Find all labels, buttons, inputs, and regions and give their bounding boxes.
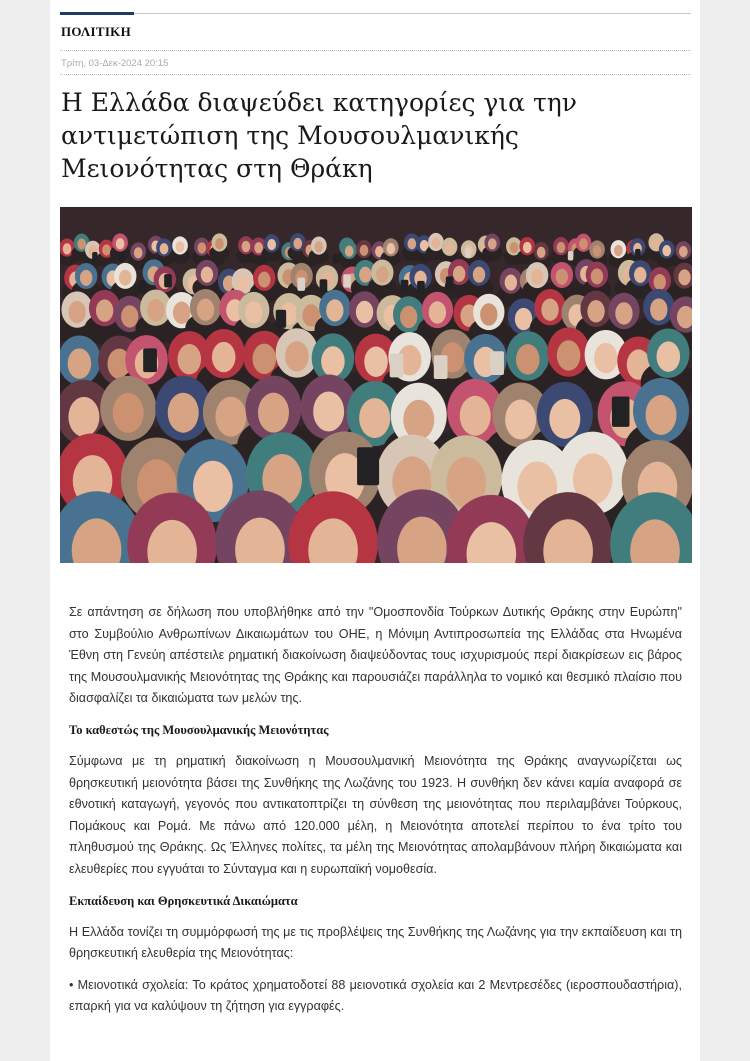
list-item: • Μειονοτικά σχολεία: Το κράτος χρηματοδοτεί 88 μειονοτικά σχολεία και 2 Μεντρεσέδες (ιεροσπουδαστήρια), επαρκή για να καλύψουν τη ζήτηση για εγγραφές. (69, 977, 682, 1014)
article-paragraph: Η Ελλάδα τονίζει τη συμμόρφωσή της με τις προβλέψεις της Συνθήκης της Λωζάνης για την εκπαίδευση και τη θρησκευτική ελευθερία της Μειονότητας: (69, 924, 682, 961)
article-page (50, 0, 700, 1061)
section-heading: Εκπαίδευση και Θρησκευτικά Δικαιώματα (69, 893, 298, 908)
article-title: Η Ελλάδα διαψεύδει κατηγορίες για την αντιμετώπιση της Μουσουλμανικής Μειονότητας στη Θράκη (61, 88, 577, 183)
dotted-divider (60, 50, 691, 51)
article-body (69, 602, 682, 1018)
top-divider (60, 13, 691, 14)
article-intro: Σε απάντηση σε δήλωση που υποβλήθηκε από την "Ομοσπονδία Τούρκων Δυτικής Θράκης στην Ευρώπη" στο Συμβούλιο Ανθρωπίνων Δικαιωμάτων του ΟΗΕ, η Μόνιμη Αντιπροσωπεία της Ελλάδας στα Ηνωμένα Έθνη στη Γενεύη απέστειλε ρηματική διακοίνωση διαψεύδοντας τους ισχυρισμούς περί διακρίσεων εις βάρος της Μουσουλμανικής Μειονότητας της Θράκης και παρουσιάζει παράλληλα το νομικό και θεσμικό πλαίσιο που διασφαλίζει τα δικαιώματα των μελών της. (69, 605, 682, 706)
article-paragraph: Σύμφωνα με τη ρηματική διακοίνωση η Μουσουλμανική Μειονότητα της Θράκης αναγνωρίζεται ως θρησκευτική μειονότητα βάσει της Συνθήκης της Λωζάνης του 1923. Η συνθήκη δεν κάνει καμία αναφορά σε εθνοτική καταγωγή, γεγονός που αντικατοπτρίζει τη σύνθεση της μειονότητας που περιλαμβάνει Τούρκους, Πομάκους και Ρομά. Με πάνω από 120.000 μέλη, η Μειονότητα αποτελεί περίπου το ένα τρίτο του πληθυσμού της Θράκης. Ως Έλληνες πολίτες, τα μέλη της Μειονότητας απολαμβάνουν πλήρη δικαιώματα και ελευθερίες που εγγυάται το Σύνταγμα και η ευρωπαϊκή νομοθεσία. (69, 753, 682, 876)
article-hero-image[interactable] (60, 207, 692, 563)
crowd-photo (60, 207, 692, 563)
section-heading: Το καθεστώς της Μουσουλμανικής Μειονότητας (69, 722, 329, 737)
publish-date: Τρίτη, 03-Δεκ-2024 20:15 (61, 58, 169, 69)
top-divider-accent (60, 12, 134, 15)
dotted-divider (60, 74, 691, 75)
category-link[interactable]: ΠΟΛΙΤΙΚΗ (61, 24, 132, 39)
